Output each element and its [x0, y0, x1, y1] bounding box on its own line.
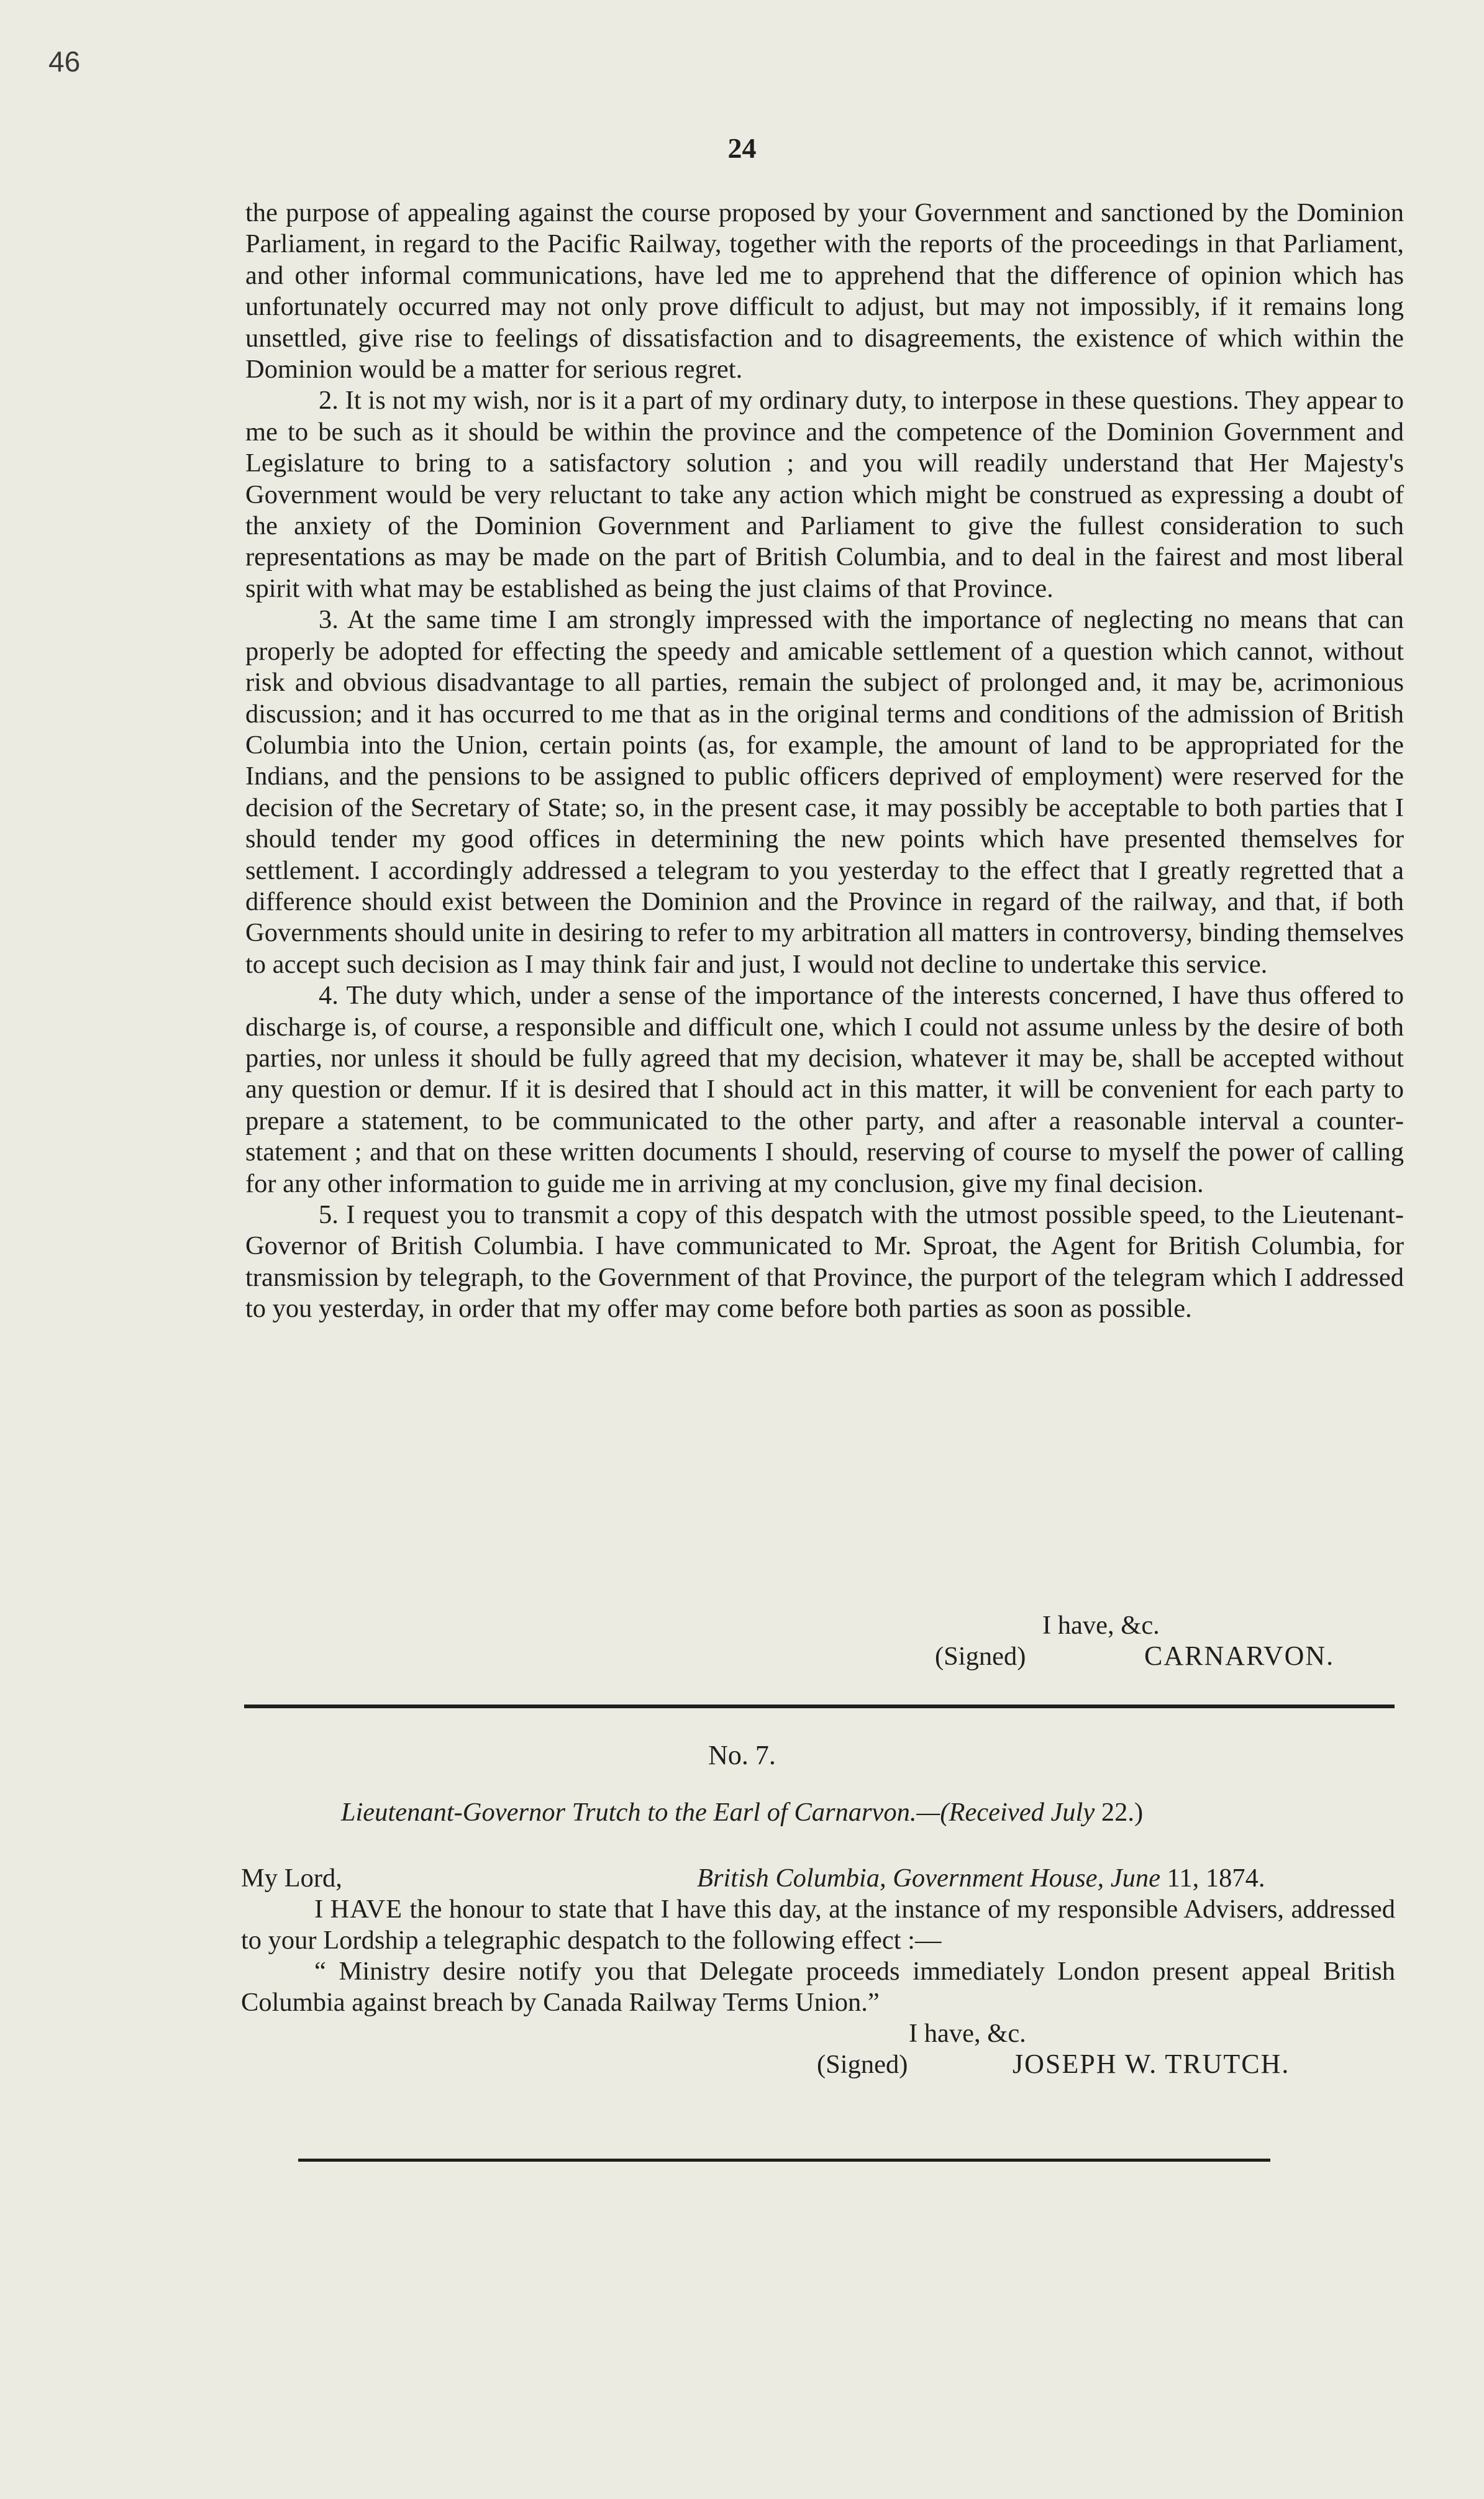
letter-opening-caps: HAVE [330, 1895, 403, 1924]
despatch-paragraph-3: 3. At the same time I am strongly impressed with the importance of neglecting no means that can properly be adopted for effecting the speedy and amicable settlement of a question which cannot, without risk and obvious disadvantage to all parties, remain the subject of prolonged and, it may be, acrimonious discussion; and it has occurred to me that as in the original terms and conditions of the admission of British Columbia into the Union, certain points (as, for example, the amount of land to be appropriated for the Indians, and the pensions to be assigned to public officers deprived of employment) were reserved for the decision of the Secretary of State; so, in the present case, it may possibly be acceptable to both parties that I should tender my good offices in determining the new points which have presented themselves for settlement. I accordingly addressed a telegram to you yesterday to the effect that I greatly regretted that a difference should exist between the Dominion and the Province in regard of the railway, and that, if both Governments should unite in desiring to refer to my arbitration all matters in controversy, binding themselves to accept such decision as I may think fair and just, I would not decline to undertake this service. [245, 605, 1404, 979]
despatch-signature: CARNARVON. [1144, 1641, 1335, 1671]
letter-body [241, 1894, 1395, 2018]
letter-opening-first: I [314, 1895, 324, 1924]
letter-opening-rest: the honour to state that I have this day, at the instance of my responsible Advisers, addressed to your Lordship a telegraphic despatch to the following effect :— [241, 1895, 1396, 1955]
despatch-paragraph-5: 5. I request you to transmit a copy of this despatch with the utmost possible speed, to the Lieutenant-Governor of British Columbia. I have communicated to Mr. Sproat, the Agent for British Columbia, for transmission by telegraph, to the Government of that Province, the purport of the telegram which I addressed to you yesterday, in order that my offer may come before both parties as soon as possible. [245, 1200, 1404, 1324]
scan-page-number: 46 [48, 45, 81, 78]
document-heading-day: 22.) [1101, 1798, 1144, 1827]
letter-signature: JOSEPH W. TRUTCH. [1013, 2049, 1290, 2079]
salutation: My Lord, [241, 1864, 342, 1893]
place-date [697, 1863, 1265, 1894]
letter-opening [241, 1894, 1395, 1956]
despatch-paragraph-2: 2. It is not my wish, nor is it a part of my ordinary duty, to interpose in these questions. They appear to me to be such as it should be within the province and the competence of the Dominion Government and Legislature to bring to a satisfactory solution ; and you will readily understand that Her Majesty's Government would be very reluctant to take any action which might be construed as expressing a doubt of the anxiety of the Dominion Government and Parliament to give the fullest consideration to such representations as may be made on the part of British Columbia, and to deal in the fairest and most liberal spirit with what may be established as being the just claims of that Province. [245, 386, 1404, 603]
place-date-text: British Columbia, Government House, June [697, 1864, 1161, 1893]
document-number: No. 7. [708, 1740, 776, 1770]
telegram-quote: “ Ministry desire notify you that Delegate proceeds immediately London present appeal British Columbia against breach by Canada Railway Terms Union.” [241, 1957, 1395, 2017]
despatch-body [245, 198, 1404, 1325]
document-heading-text: Lieutenant-Governor Trutch to the Earl of Carnarvon.—(Received July [340, 1798, 1095, 1827]
letter-closing: I have, &c. [909, 2019, 1026, 2048]
document-heading [0, 1797, 1484, 1828]
letter-signed-label: (Signed) [817, 2050, 908, 2079]
printed-page-number: 24 [727, 132, 757, 164]
despatch-closing: I have, &c. [1042, 1611, 1160, 1640]
place-date-day: 11, 1874. [1167, 1864, 1265, 1893]
end-rule [298, 2159, 1270, 2162]
section-divider [244, 1705, 1395, 1708]
despatch-paragraph-4: 4. The duty which, under a sense of the importance of the interests concerned, I have thus offered to discharge is, of course, a responsible and difficult one, which I could not assume unless by the desire of both parties, nor unless it should be fully agreed that my decision, whatever it may be, shall be accepted without any question or demur. If it is desired that I should act in this matter, it will be convenient for each party to prepare a statement, to be communicated to the other party, and after a reasonable interval a counter-statement ; and that on these written documents I should, reserving of course to myself the power of calling for any other information to guide me in arriving at my conclusion, give my final decision. [245, 981, 1404, 1198]
despatch-signed-label: (Signed) [935, 1642, 1026, 1671]
despatch-paragraph-continued: the purpose of appealing against the course proposed by your Government and sanctioned by the Dominion Parliament, in regard to the Pacific Railway, together with the reports of the proceedings in that Parliament, and other informal communications, have led me to apprehend that the difference of opinion which has unfortunately occurred may not only prove difficult to adjust, but may not impossibly, if it remains long unsettled, give rise to feelings of dissatisfaction and to disagreements, the existence of which within the Dominion would be a matter for serious regret. [245, 198, 1404, 385]
